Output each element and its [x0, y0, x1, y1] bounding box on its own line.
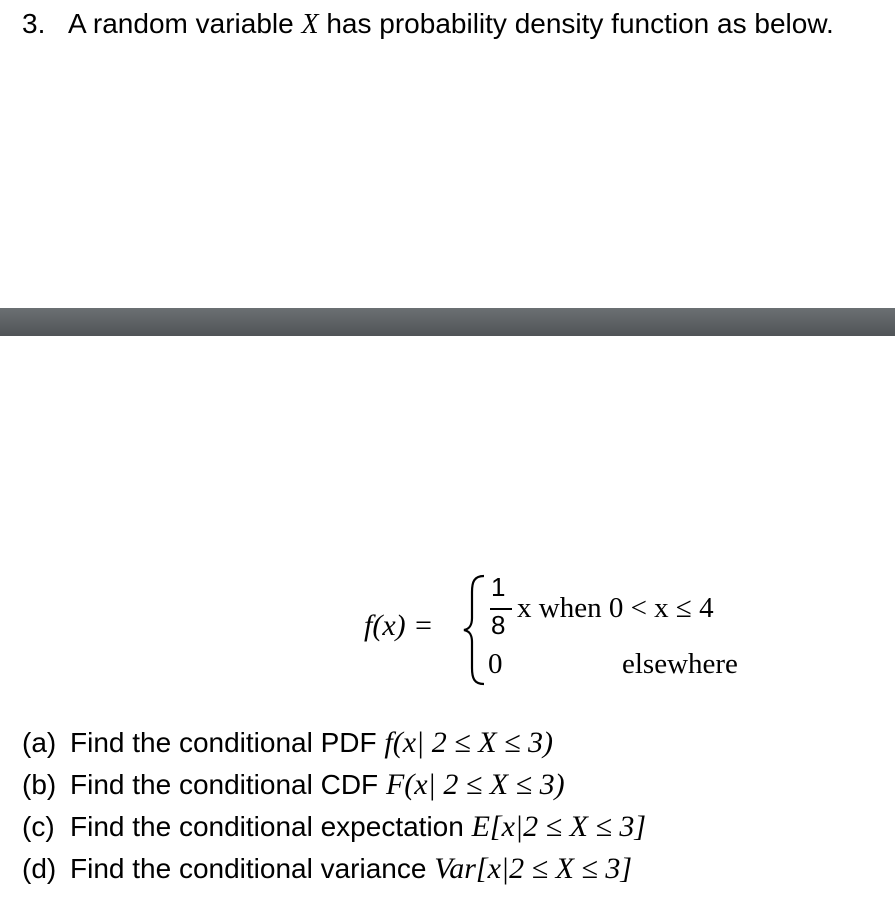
part-text: Find the conditional expectation — [70, 811, 472, 842]
part-expression: E[x|2 ≤ X ≤ 3] — [471, 810, 647, 843]
part-d — [22, 848, 646, 890]
part-label: (b) — [22, 769, 57, 800]
part-text: Find the conditional CDF — [70, 769, 386, 800]
part-label: (d) — [22, 853, 57, 884]
random-variable-symbol: X — [301, 9, 319, 40]
formula-lhs — [364, 608, 433, 644]
formula-case-2-condition: elsewhere — [622, 648, 738, 680]
part-expression: f(x| 2 ≤ X ≤ 3) — [384, 726, 554, 759]
question-heading — [22, 4, 834, 45]
question-text-after: has probability density function as below. — [318, 8, 834, 39]
question-text-before: A random variable — [68, 8, 302, 39]
part-expression: Var[x|2 ≤ X ≤ 3] — [434, 852, 633, 885]
formula-lhs-text: f(x) = — [364, 609, 434, 642]
part-expression: F(x| 2 ≤ X ≤ 3) — [385, 768, 565, 801]
part-text: Find the conditional PDF — [70, 727, 385, 758]
part-c — [22, 806, 646, 848]
question-number: 3. — [22, 8, 46, 39]
left-brace-icon — [462, 574, 488, 686]
part-label: (a) — [22, 727, 57, 758]
question-parts — [22, 722, 646, 890]
part-text: Find the conditional variance — [70, 853, 435, 884]
part-a — [22, 722, 646, 764]
fraction-numerator: 1 — [491, 572, 506, 602]
part-b — [22, 764, 646, 806]
formula-case-2-value: 0 — [488, 648, 503, 680]
part-label: (c) — [22, 811, 55, 842]
divider-bar — [0, 308, 895, 336]
fraction-denominator: 8 — [491, 610, 506, 640]
formula-case-1: x when 0 < x ≤ 4 — [517, 592, 714, 624]
